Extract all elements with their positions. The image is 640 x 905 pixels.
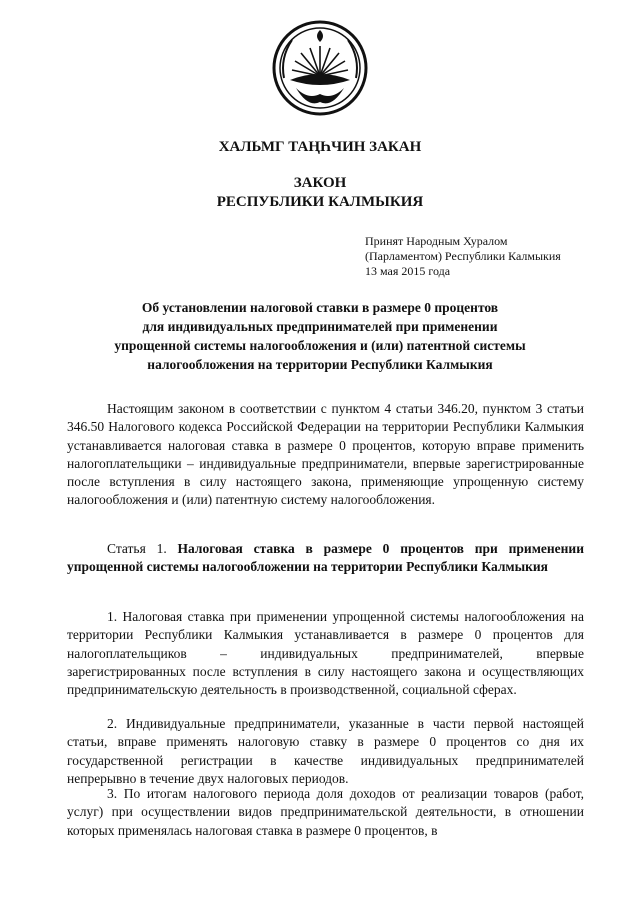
- law-title: ЗАКОН: [293, 175, 347, 191]
- law-name-line: для индивидуальных предпринимателей при применении: [142, 319, 498, 334]
- adoption-date: 13 мая 2015 года: [365, 264, 451, 278]
- article-title: Налоговая ставка в размере 0 процентов при применении упрощенной системы налогообложении на территории Республики Калмыкия: [67, 541, 584, 575]
- law-name-line: упрощенной системы налогообложения и (или) патентной системы: [114, 338, 526, 353]
- republic-title: РЕСПУБЛИКИ КАЛМЫКИЯ: [216, 194, 424, 210]
- article-paragraph-1: 1. Налоговая ставка при применении упрощенной системы налогообложения на территории Республики Калмыкия устанавливается в размере 0 процентов для налогоплательщиков – индивидуальных предпринимателей, впервые зарегистрированных после вступления в силу настоящего закона и осуществляющих предпринимательскую деятельность в производственной, социальной сферах.: [67, 609, 584, 698]
- article-paragraph-2: 2. Индивидуальные предприниматели, указанные в части первой настоящей статьи, вправе применять налоговую ставку в размере 0 процентов со дня их государственной регистрации в качестве индивидуальных предпринимателей непрерывно в течение двух налоговых периодов.: [67, 716, 584, 786]
- law-name-line: налогообложения на территории Республики Калмыкия: [147, 357, 493, 372]
- article-paragraph-3: 3. По итогам налогового периода доля доходов от реализации товаров (работ, услуг) при осуществлении видов предпринимательской деятельности, в отношении которых применялась налоговая ставка в размере 0 процентов, в: [67, 786, 584, 838]
- preamble-paragraph: Настоящим законом в соответствии с пунктом 4 статьи 346.20, пунктом 3 статьи 346.50 Налогового кодекса Российской Федерации на территории Республики Калмыкия устанавливается налоговая ставка в размере 0 процентов, которую вправе применить налогоплательщики – индивидуальные предприниматели, впервые зарегистрированные после вступления в силу настоящего закона, применяющие упрощенную систему налогообложения и (или) патентную систему налогообложения.: [67, 401, 584, 508]
- adoption-line: Принят Народным Хуралом: [365, 234, 508, 248]
- article-label: Статья 1.: [107, 541, 167, 556]
- adoption-line: (Парламентом) Республики Калмыкия: [365, 249, 561, 263]
- adoption-note: [365, 234, 625, 279]
- kalmyk-title: ХАЛЬМГ ТАҢҺЧИН ЗАКАН: [218, 139, 422, 155]
- kalmykia-emblem-icon: [270, 18, 370, 118]
- article-heading: [67, 540, 584, 577]
- law-name-line: Об установлении налоговой ставки в размере 0 процентов: [141, 300, 499, 315]
